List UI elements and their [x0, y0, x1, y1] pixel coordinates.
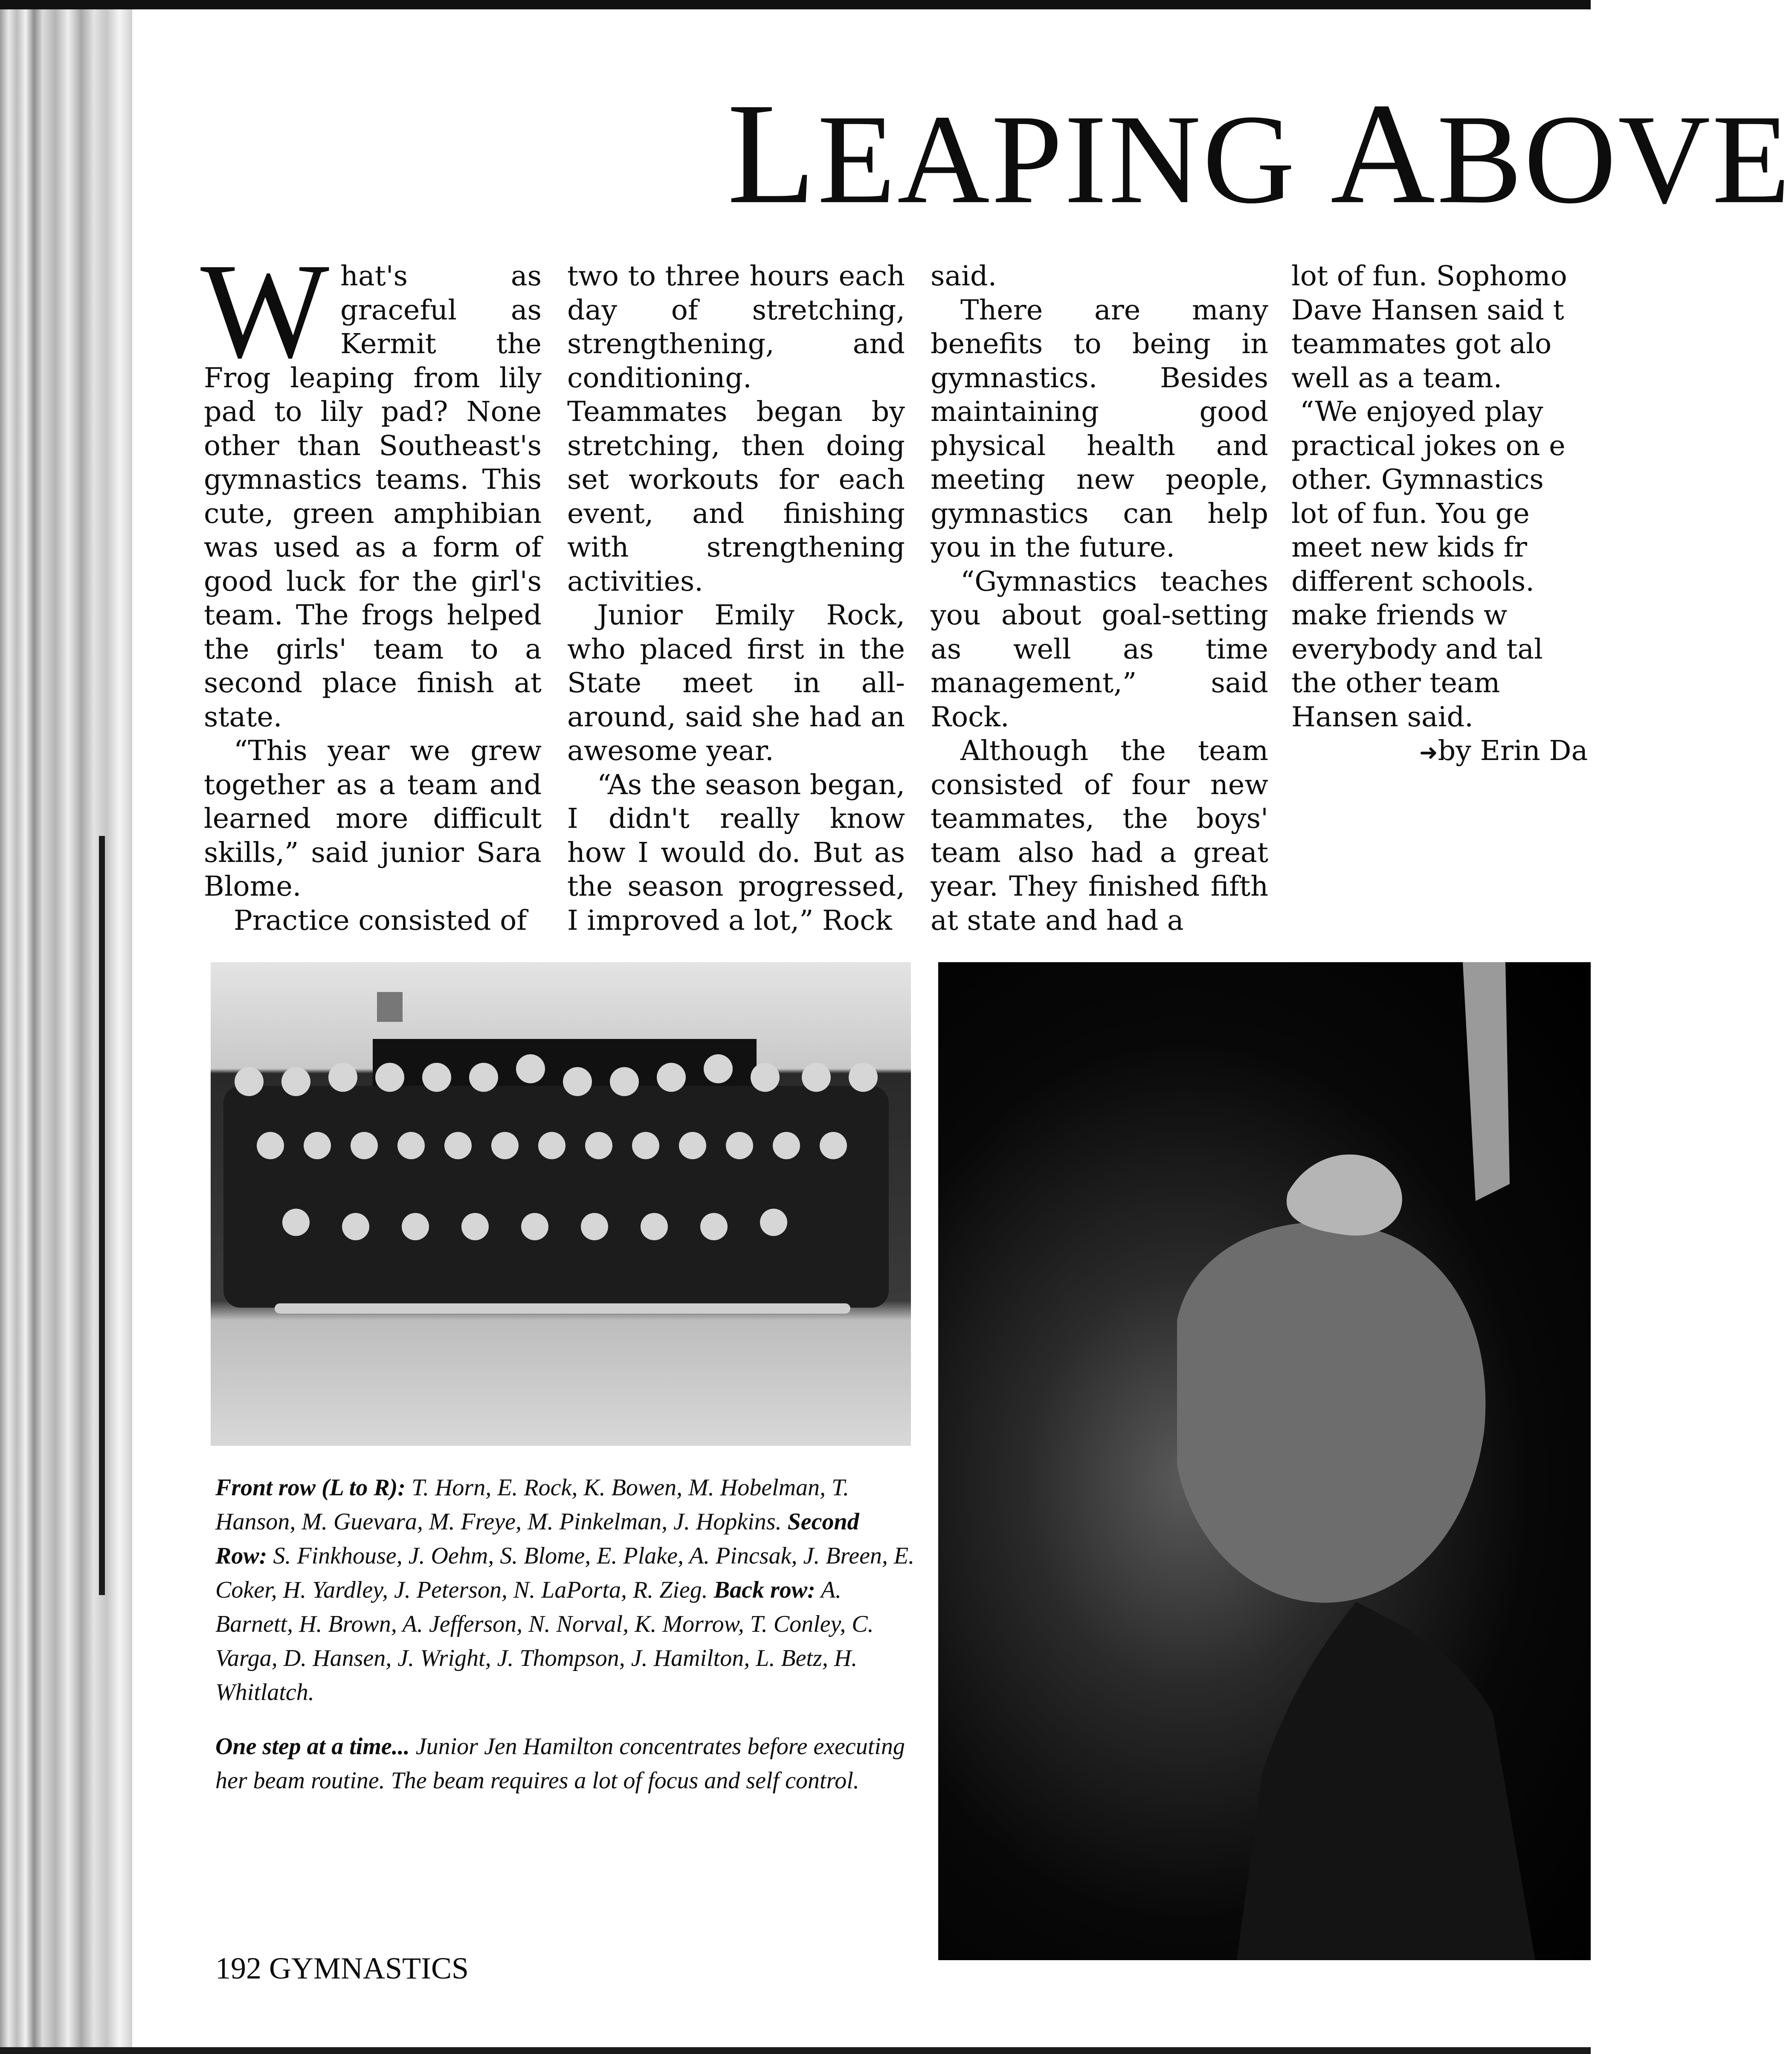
book-binding-edge [0, 0, 132, 2054]
team-photo-figures [211, 962, 911, 1446]
text-line: “We enjoyed play [1300, 396, 1543, 428]
article-paragraph: “As the season began, I didn't really know how I would do. But as the season progressed, I improved a lot,” Rock [567, 769, 905, 937]
article-paragraph: Practice consisted of [234, 904, 527, 937]
page-folio: 192 GYMNASTICS [215, 1951, 469, 1985]
text-line: practical jokes on e [1291, 429, 1566, 462]
article-column-4 [1291, 259, 1615, 942]
article-paragraph: “Gymnastics teaches you about goal-setting as well as time management,” said Rock. [931, 565, 1268, 733]
article-paragraph: hat's as graceful as Kermit the Frog leaping from lily pad to lily pad? None other than Southeast's gymnastics teams. This cute, green amphibian was used as a form of good luck for the girl's team. The frogs helped the girls' team to a second place finish at state. [204, 260, 542, 733]
team-photo-caption: Front row (L to R): T. Horn, E. Rock, K. Bowen, M. Hobelman, T. Hanson, M. Guevara, M. Freye, M. Pinkelman, J. Hopkins. Second Row: S. Finkhouse, J. Oehm, S. Blome, E. Plake, A. Pincsak, J. Breen, E. Coker, H. Yardley, J. Peterson, N. LaPorta, R. Zieg. Back row: A. Barnett, H. Brown, A. Jefferson, N. Norval, K. Morrow, T. Conley, C. Varga, D. Hansen, J. Wright, J. Thompson, J. Hamilton, L. Betz, H. Whitlatch. [215, 1474, 915, 1706]
gymnast-portrait-photo [938, 962, 1591, 1960]
text-line: lot of fun. You ge [1291, 497, 1530, 530]
team-photo [211, 962, 911, 1446]
text-line: the other team [1291, 667, 1500, 699]
article-paragraph: There are many benefits to being in gymnastics. Besides maintaining good physical health and meeting new people, gymnastics can help you in the future. [931, 294, 1268, 563]
text-line: everybody and tal [1291, 633, 1543, 665]
article-paragraph: Although the team consisted of four new teammates, the boys' team also had a great year. They finished fifth at state and had a [931, 735, 1268, 937]
beam-photo-caption: One step at a time... Junior Jen Hamilton concentrates before executing her beam routine. The beam requires a lot of focus and self control. [215, 1733, 905, 1794]
scan-top-edge [0, 0, 1591, 9]
article-column-2 [567, 259, 905, 942]
article-paragraph: “This year we grew together as a team and learned more difficult skills,” said junior Sara Blome. [204, 735, 542, 902]
page-title: LEAPING ABOVE [727, 73, 1792, 234]
text-line: well as a team. [1291, 362, 1502, 394]
text-line: other. Gymnastics [1291, 464, 1544, 496]
text-line: Hansen said. [1291, 701, 1473, 733]
article-paragraph: Junior Emily Rock, who placed first in the State meet in all-around, said she had an awesome year. [567, 599, 905, 767]
text-line: lot of fun. Sophomo [1291, 260, 1567, 292]
article-column-1 [200, 235, 542, 942]
text-line: Dave Hansen said t [1291, 294, 1564, 326]
article-paragraph: two to three hours each day of stretching, strengthening, and conditioning. Teammates began by stretching, then doing set workouts for each event, and finishing with strengthening activities. [567, 260, 905, 598]
text-line: teammates got alo [1291, 328, 1552, 360]
scan-bottom-edge [0, 2047, 1591, 2054]
gymnast-figure [938, 962, 1591, 1960]
drop-cap: W [200, 235, 330, 386]
byline: ➜by Erin Da [1419, 735, 1588, 767]
text-line: make friends w [1291, 599, 1508, 631]
article-column-3 [931, 259, 1268, 942]
arrow-right-icon: ➜ [1419, 740, 1438, 766]
binding-shadow [99, 836, 105, 1595]
article-paragraph: said. [931, 260, 997, 292]
text-line: meet new kids fr [1291, 531, 1527, 563]
text-line: different schools. [1291, 565, 1534, 598]
